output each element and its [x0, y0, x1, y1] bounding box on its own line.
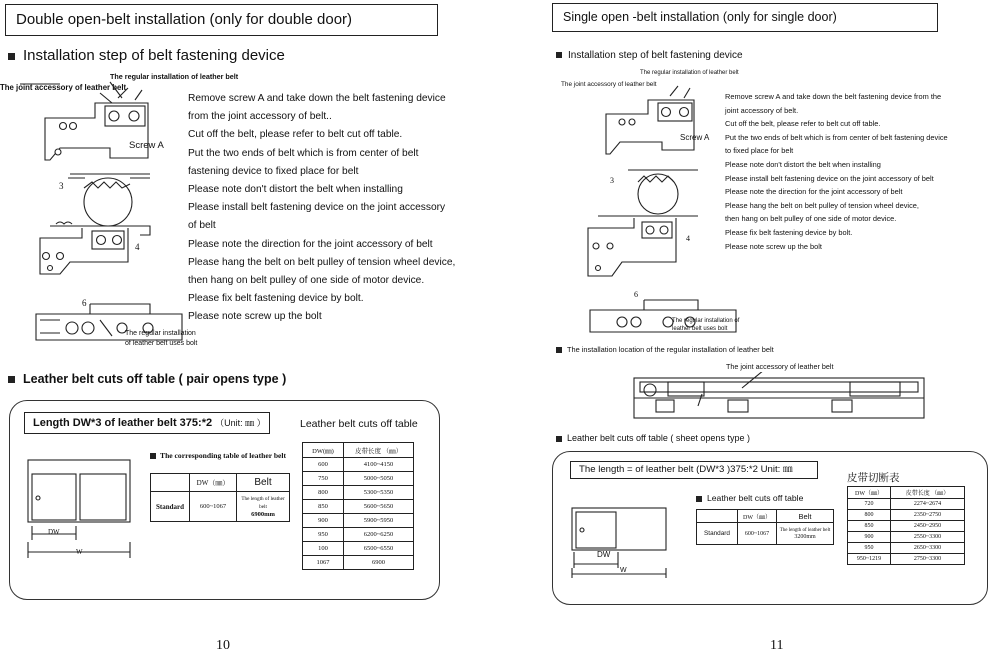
corr-cell-label: The length of leather belt [779, 527, 831, 533]
bullet-square-icon [556, 436, 562, 442]
step-line: Please note don't distort the belt when installing [188, 184, 403, 196]
left-page-title: Double open-belt installation (only for double door) [5, 4, 438, 36]
left-correspondence-table [150, 473, 290, 522]
table-row [303, 542, 414, 556]
table-row [303, 556, 414, 570]
right-step4-number: 4 [686, 234, 690, 243]
step-line: then hang on belt pulley of one side of motor device. [725, 214, 897, 224]
right-w-label: W [620, 567, 627, 574]
corr-cell-value: 3200mm [794, 533, 816, 540]
step-line: then hang on belt pulley of one side of motor device. [188, 275, 425, 287]
step-line: Remove screw A and take down the belt fastening device from the [725, 92, 942, 101]
left-label-uses-line1: The regular installation [125, 330, 196, 337]
right-steps-list [725, 90, 948, 253]
left-cut-section-heading [8, 372, 286, 386]
table-cell: 5000~5050 [344, 472, 414, 486]
right-operator-rail-diagram [632, 372, 928, 424]
table-cell: 850 [303, 500, 344, 514]
table-row [303, 472, 414, 486]
bullet-square-icon [696, 496, 702, 502]
table-row [848, 543, 965, 554]
right-cut-section-heading [556, 433, 750, 443]
bullet-square-icon [556, 52, 562, 58]
corr-cell-value: 6900mm [251, 510, 275, 518]
right-cut-table-title: 皮带切断表 [847, 472, 900, 484]
bullet-square-icon [8, 53, 15, 60]
step-line: Please note screw up the bolt [188, 311, 322, 323]
table-cell: 900 [303, 514, 344, 528]
right-cut-table [847, 486, 965, 565]
right-length-label: The length = of leather belt (DW*3 )375:*2 Unit: ㎜ [579, 464, 793, 475]
table-cell: Standard [151, 492, 190, 522]
right-step3-number: 3 [610, 176, 614, 185]
table-cell: 750 [303, 472, 344, 486]
table-cell: 2650~3300 [891, 543, 965, 554]
table-row [303, 528, 414, 542]
right-installation-diagram [578, 78, 738, 340]
left-label-uses-line2: of leather belt uses bolt [125, 340, 198, 347]
right-screw-label: Screw A [680, 133, 710, 142]
table-cell: 850 [848, 521, 891, 532]
step-line: to fixed place for belt [725, 146, 794, 156]
right-location-label: The joint accessory of leather belt [726, 362, 834, 371]
right-corr-title [696, 493, 803, 503]
table-row [303, 500, 414, 514]
step-line: Put the two ends of belt which is from center of belt [188, 147, 419, 159]
left-step6-number: 6 [82, 298, 87, 308]
table-cell: 950 [303, 528, 344, 542]
table-cell: Standard [697, 523, 738, 545]
step-line: Please hang the belt on belt pulley of tension wheel device, [188, 256, 456, 268]
right-label-uses-line2: leather belt uses bolt [672, 326, 728, 332]
left-step3-number: 3 [59, 181, 64, 191]
table-cell: 6200~6250 [344, 528, 414, 542]
left-corr-title-text: The corresponding table of leather belt [160, 451, 287, 460]
right-cut-section-heading-text: Leather belt cuts off table ( sheet opens type ) [567, 433, 750, 443]
table-cell: 2350~2750 [891, 510, 965, 521]
table-cell: 6900 [344, 556, 414, 570]
step-line: Please note don't distort the belt when installing [725, 159, 881, 169]
right-label-regular: The regular installation of leather belt [640, 70, 739, 76]
table-header: 皮带长度 （㎜） [344, 443, 414, 458]
right-length-box [570, 461, 818, 479]
table-header: DW（㎜） [738, 510, 777, 523]
step-line: Please install belt fastening device on the joint accessory of belt [725, 173, 934, 183]
bullet-square-icon [150, 453, 156, 459]
bullet-square-icon [556, 347, 562, 353]
step-line: Please note screw up the bolt [725, 241, 822, 251]
step-line: Remove screw A and take down the belt fastening device [188, 93, 446, 104]
left-page-number: 10 [216, 638, 230, 653]
table-header: 皮带长度 （㎜） [891, 487, 965, 499]
right-dw-label: DW [597, 550, 611, 559]
step-line: Cut off the belt, please refer to belt cut off table. [725, 119, 881, 129]
table-cell: 100 [303, 542, 344, 556]
table-cell: 600 [303, 458, 344, 472]
table-row [848, 532, 965, 543]
table-cell: 5600~5650 [344, 500, 414, 514]
table-cell: 6500~6550 [344, 542, 414, 556]
table-row [303, 514, 414, 528]
step-line: fastening device to fixed place for belt [188, 165, 359, 177]
right-correspondence-table [696, 509, 834, 545]
table-header: DW（㎜） [848, 487, 891, 499]
right-page-title: Single open -belt installation (only for single door) [552, 3, 938, 32]
table-cell [777, 523, 834, 545]
left-section-heading-text: Installation step of belt fastening device [23, 47, 285, 64]
table-cell: 720 [848, 499, 891, 510]
table-row [303, 458, 414, 472]
step-line: Please install belt fastening device on the joint accessory [188, 202, 446, 214]
table-cell [697, 510, 738, 523]
table-cell: 600~1067 [738, 523, 777, 545]
left-section-heading [8, 47, 285, 64]
table-cell: 1067 [303, 556, 344, 570]
table-row [303, 486, 414, 500]
table-cell: 2274~2674 [891, 499, 965, 510]
table-row [848, 499, 965, 510]
table-cell: 950 [848, 543, 891, 554]
step-line: Please fix belt fastening device by bolt. [725, 227, 853, 237]
table-header: Belt [777, 510, 834, 523]
table-row [848, 554, 965, 565]
right-page-number: 11 [770, 638, 784, 653]
left-cut-section-heading-text: Leather belt cuts off table ( pair opens type ) [23, 372, 287, 386]
step-line: Please hang the belt on belt pulley of tension wheel device, [725, 200, 919, 210]
table-cell: 4100~4150 [344, 458, 414, 472]
left-label-regular: The regular installation of leather belt [110, 72, 239, 81]
step-line: Please note the direction for the joint accessory of belt [188, 238, 433, 250]
table-cell [151, 474, 190, 492]
step-line: Put the two ends of belt which is from center of belt fastening device [725, 132, 948, 142]
step-line: of belt [188, 220, 216, 232]
left-cut-table-title: Leather belt cuts off table [300, 418, 418, 430]
right-location-heading-text: The installation location of the regular installation of leather belt [567, 345, 774, 354]
table-cell: 5300~5350 [344, 486, 414, 500]
step-line: joint accessory of belt. [725, 105, 799, 115]
step-line: Cut off the belt, please refer to belt cut off table. [188, 129, 403, 141]
left-label-joint: The joint accessory of leather belt [0, 83, 127, 92]
left-length-label: Length DW*3 of leather belt 375:*2 [33, 417, 213, 429]
left-dw-label: DW [48, 528, 60, 536]
right-label-uses-line1: The regular installation of [672, 318, 740, 324]
left-corr-title [150, 451, 286, 460]
left-step4-number: 4 [135, 242, 140, 252]
table-cell: 2450~2950 [891, 521, 965, 532]
table-row [848, 510, 965, 521]
table-header: DW（㎜） [190, 474, 237, 492]
right-page [500, 0, 1000, 655]
table-header: Belt [237, 474, 290, 492]
table-cell [237, 492, 290, 522]
right-section-heading [556, 50, 743, 61]
table-cell: 800 [303, 486, 344, 500]
right-section-heading-text: Installation step of belt fastening device [568, 50, 743, 61]
table-cell: 800 [848, 510, 891, 521]
left-installation-diagram [0, 78, 185, 350]
right-label-joint: The joint accessory of leather belt [561, 81, 657, 88]
step-line: Please fix belt fastening device by bolt. [188, 293, 364, 305]
left-cut-table [302, 442, 414, 570]
right-corr-title-text: Leather belt cuts off table [707, 493, 804, 503]
table-cell: 2550~3300 [891, 532, 965, 543]
table-row [848, 521, 965, 532]
table-cell: 2750~3300 [891, 554, 965, 565]
table-cell: 900 [848, 532, 891, 543]
bullet-square-icon [8, 376, 15, 383]
left-screw-label: Screw A [129, 140, 164, 151]
corr-cell-label: The length of leather belt [241, 495, 285, 510]
right-location-heading [556, 345, 774, 354]
left-unit-label: （Unit: ㎜ ） [215, 418, 266, 428]
step-line: Please note the direction for the joint accessory of belt [725, 187, 903, 197]
table-header: DW(㎜) [303, 443, 344, 458]
table-cell: 5900~5950 [344, 514, 414, 528]
left-w-label: W [76, 548, 83, 556]
right-step6-number: 6 [634, 290, 638, 299]
table-cell: 950~1219 [848, 554, 891, 565]
left-length-box [24, 412, 270, 434]
table-cell: 600~1067 [190, 492, 237, 522]
step-line: from the joint accessory of belt.. [188, 111, 332, 123]
left-steps-list [188, 90, 455, 327]
